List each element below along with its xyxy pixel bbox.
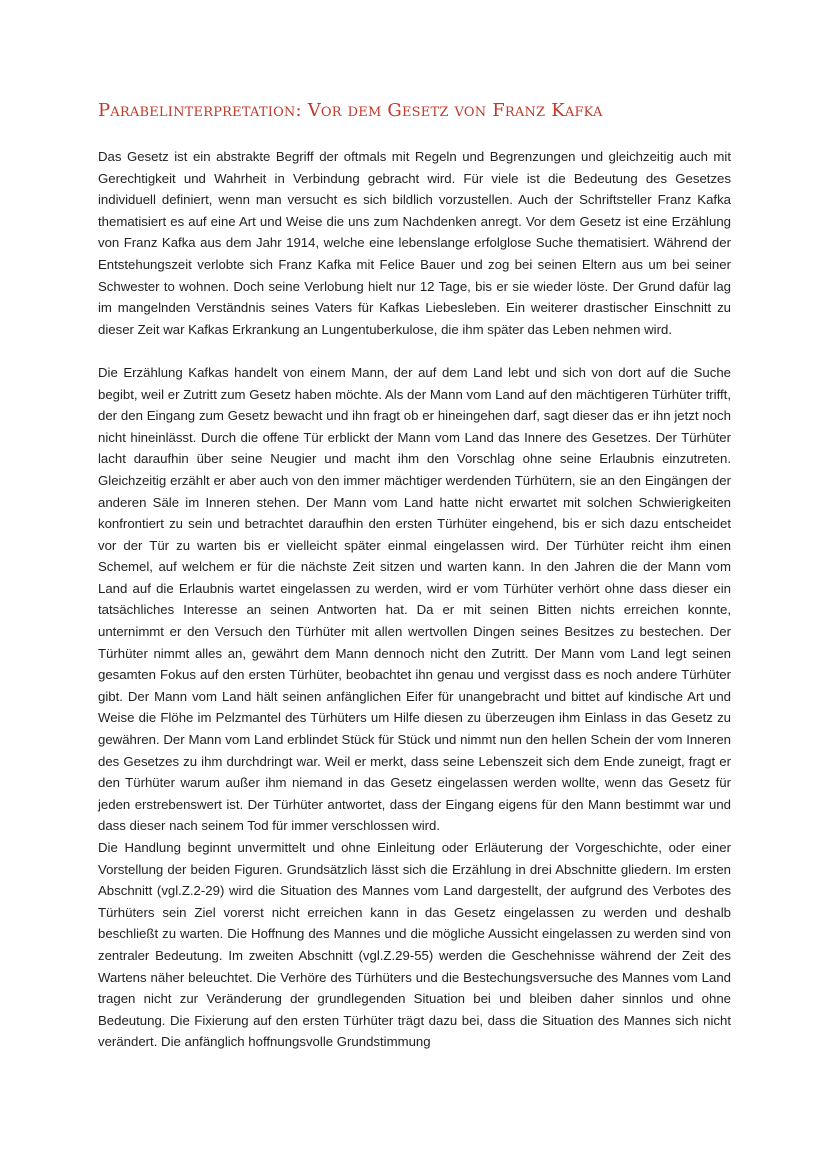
- document-body: [98, 146, 731, 1053]
- paragraph-introduction: Das Gesetz ist ein abstrakte Begriff der oftmals mit Regeln und Begrenzungen und gleichzeitig auch mit Gerechtigkeit und Wahrheit in Verbindung gebracht wird. Für viele ist die Bedeutung des Gesetzes individuell definiert, wenn man versucht es sich bildlich vorzustellen. Auch der Schriftsteller Franz Kafka thematisiert es auf eine Art und Weise die uns zum Nachdenken anregt. Vor dem Gesetz ist eine Erzählung von Franz Kafka aus dem Jahr 1914, welche eine lebenslange erfolglose Suche thematisiert. Während der Entstehungszeit verlobte sich Franz Kafka mit Felice Bauer und zog bei seinen Eltern aus um bei seiner Schwester to wohnen. Doch seine Verlobung hielt nur 12 Tage, bis er sie wieder löste. Der Grund dafür lag im mangelnden Verständnis seines Vaters für Kafkas Liebesleben. Ein weiterer drastischer Einschnitt zu dieser Zeit war Kafkas Erkrankung an Lungentuberkulose, die ihm später das Leben nehmen wird.: [98, 149, 731, 337]
- paragraph-structure: Die Handlung beginnt unvermittelt und ohne Einleitung oder Erläuterung der Vorgeschichte, oder einer Vorstellung der beiden Figuren. Grundsätzlich lässt sich die Erzählung in drei Abschnitte gliedern. Im ersten Abschnitt (vgl.Z.2-29) wird die Situation des Mannes vom Land dargestellt, der aufgrund des Verbotes des Türhüters sein Ziel vorerst nicht erreichen kann in das Gesetz eingelassen zu werden und deshalb beschließt zu warten. Die Hoffnung des Mannes und die mögliche Aussicht eingelassen zu werden sind von zentraler Bedeutung. Im zweiten Abschnitt (vgl.Z.29-55) werden die Geschehnisse während der Zeit des Wartens näher beleuchtet. Die Verhöre des Türhüters und die Bestechungsversuche des Mannes vom Land tragen nicht zur Veränderung der grundlegenden Situation bei und bleiben daher sinnlos und ohne Bedeutung. Die Fixierung auf den ersten Türhüter trägt dazu bei, dass die Situation des Mannes sich nicht verändert. Die anfänglich hoffnungsvolle Grundstimmung: [98, 840, 731, 1050]
- paragraph-summary: Die Erzählung Kafkas handelt von einem Mann, der auf dem Land lebt und sich von dort auf die Suche begibt, weil er Zutritt zum Gesetz haben möchte. Als der Mann vom Land auf den mächtigeren Türhüter trifft, der den Eingang zum Gesetz bewacht und ihn fragt ob er hineingehen darf, sagt dieser das er ihn jetzt noch nicht hineinlässt. Durch die offene Tür erblickt der Mann vom Land das Innere des Gesetzes. Der Türhüter lacht daraufhin über seine Neugier und macht ihm den Vorschlag ohne seine Erlaubnis einzutreten. Gleichzeitig erzählt er aber auch von den immer mächtiger werdenden Türhütern, sie an den Eingängen der anderen Säle im Inneren stehen. Der Mann vom Land hatte nicht erwartet mit solchen Schwierigkeiten konfrontiert zu sein und betrachtet daraufhin den ersten Türhüter eingehend, bis er sich dazu entscheidet vor der Tür zu warten bis er vielleicht später einmal eingelassen wird. Der Türhüter reicht ihm einen Schemel, auf welchem er für die nächste Zeit sitzen und warten kann. In den Jahren die der Mann vom Land auf die Erlaubnis wartet eingelassen zu werden, wird er vom Türhüter verhört ohne dass dieser ein tatsächliches Interesse an seinen Antworten hat. Da er mit seinen Bitten nichts erreichen konnte, unternimmt er den Versuch den Türhüter mit allen wertvollen Dingen seines Besitzes zu bestechen. Der Türhüter nimmt alles an, gewährt dem Mann dennoch nicht den Zutritt. Der Mann vom Land legt seinen gesamten Fokus auf den ersten Türhüter, beobachtet ihn genau und vergisst dass es noch andere Türhüter gibt. Der Mann vom Land hält seinen anfänglichen Eifer für unangebracht und bittet auf kindische Art und Weise die Flöhe im Pelzmantel des Türhüters um Hilfe diesen zu überzeugen ihm Einlass in das Gesetz zu gewähren. Der Mann vom Land erblindet Stück für Stück und nimmt nun den hellen Schein der vom Inneren des Gesetzes zu ihm durchdringt war. Weil er merkt, dass seine Lebenszeit sich dem Ende zuneigt, fragt er den Türhüter warum außer ihm niemand in das Gesetz eingelassen werden wollte, wenn das Gesetz für jeden erstrebenswert ist. Der Türhüter antwortet, dass der Eingang eigens für den Mann bestimmt war und dass dieser nach seinem Tod für immer verschlossen wird.: [98, 364, 731, 834]
- document-title: Parabelinterpretation: Vor dem Gesetz von Franz Kafka: [98, 100, 603, 121]
